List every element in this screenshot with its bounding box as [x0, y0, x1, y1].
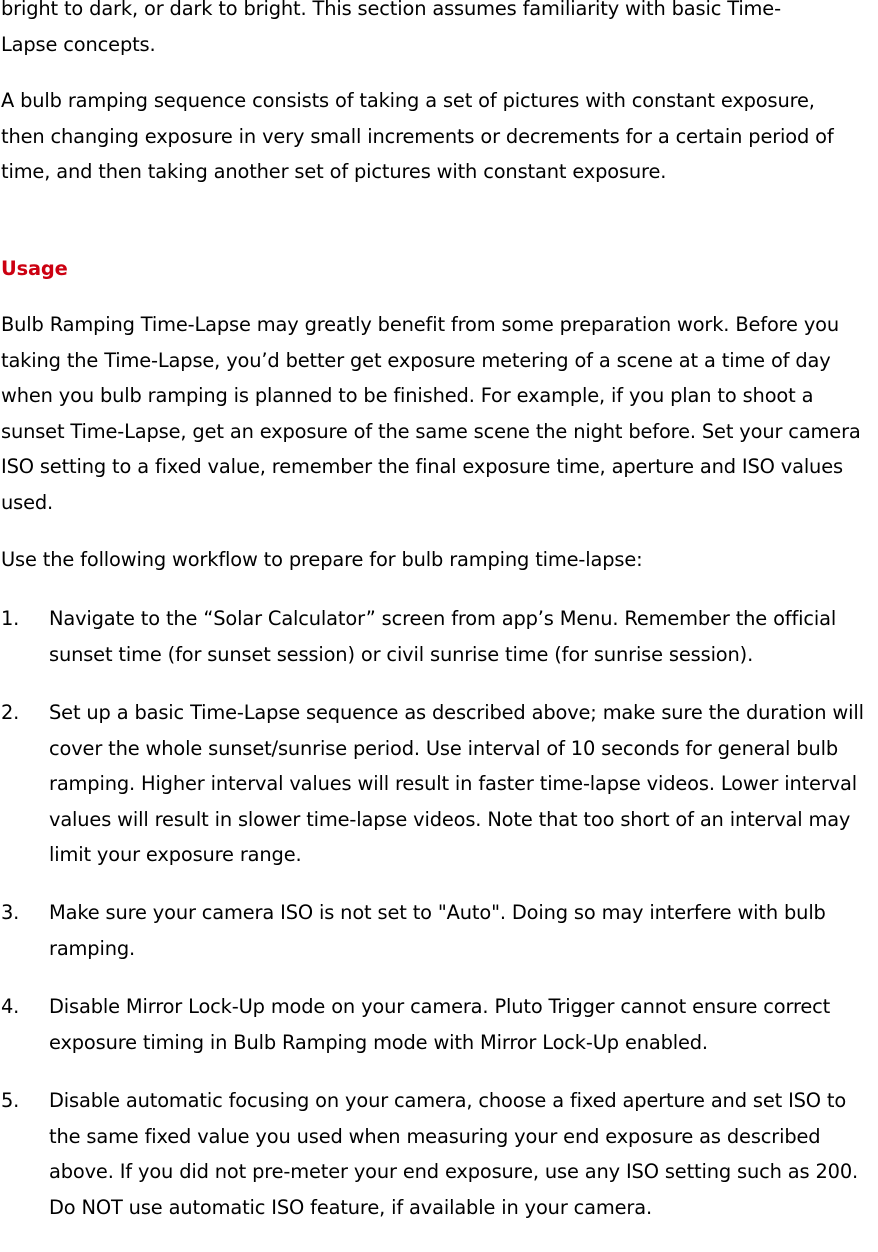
bulb-ramping-paragraph: A bulb ramping sequence consists of taking a set of pictures with constant exposure, then changing exposure in very small increments or decrements for a certain period of time, and then taking another set of pictures with constant exposure. [1, 89, 834, 184]
list-number: 3. [1, 901, 20, 924]
list-number: 2. [1, 701, 20, 724]
list-item-step-3 [1, 895, 878, 966]
list-text: Make sure your camera ISO is not set to "Auto". Doing so may interfere with bulb ramping. [49, 901, 826, 960]
usage-heading: Usage [1, 257, 68, 280]
workflow-intro: Use the following workflow to prepare for bulb ramping time-lapse: [1, 548, 643, 571]
list-item-step-4 [1, 989, 878, 1060]
list-text: Disable Mirror Lock-Up mode on your camera. Pluto Trigger cannot ensure correct exposure timing in Bulb Ramping mode with Mirror Lock-Up enabled. [49, 995, 831, 1054]
list-text: Disable automatic focusing on your camera, choose a fixed aperture and set ISO to the same fixed value you used when measuring your end exposure as described above. If you did not pre-meter your end exposure, use any ISO setting such as 200. Do NOT use automatic ISO feature, if available in your camera. [49, 1089, 859, 1219]
list-item-step-1 [1, 601, 878, 672]
list-item-step-5 [1, 1083, 878, 1225]
intro-tail-paragraph: bright to dark, or dark to bright. This section assumes familiarity with basic Time-Lapse concepts. [1, 0, 781, 56]
list-number: 4. [1, 995, 20, 1018]
usage-paragraph: Bulb Ramping Time-Lapse may greatly benefit from some preparation work. Before you taking the Time-Lapse, you’d better get exposure metering of a scene at a time of day when you bulb ramping is planned to be finished. For example, if you plan to shoot a sunset Time-Lapse, get an exposure of the same scene the night before. Set your camera ISO setting to a fixed value, remember the final exposure time, aperture and ISO values used. [1, 313, 861, 514]
list-text: Set up a basic Time-Lapse sequence as described above; make sure the duration will cover the whole sunset/sunrise period. Use interval of 10 seconds for general bulb ramping. Higher interval values will result in faster time-lapse videos. Lower interval values will result in slower time-lapse videos. Note that too short of an interval may limit your exposure range. [49, 701, 864, 867]
list-number: 5. [1, 1089, 20, 1112]
list-item-step-2 [1, 695, 878, 873]
list-number: 1. [1, 607, 20, 630]
list-text: Navigate to the “Solar Calculator” screen from app’s Menu. Remember the official sunset time (for sunset session) or civil sunrise time (for sunrise session). [49, 607, 837, 666]
